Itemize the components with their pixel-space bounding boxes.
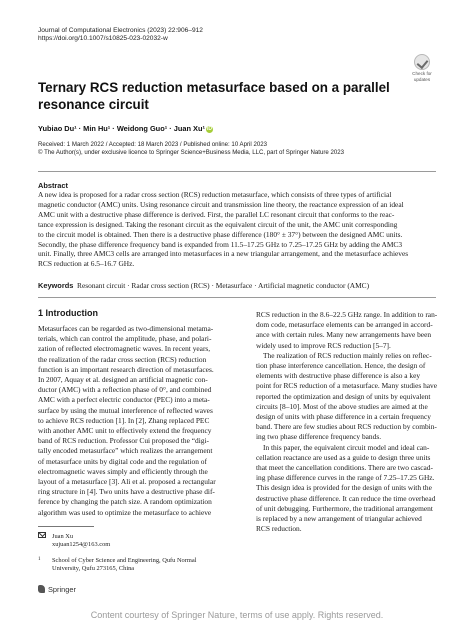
abstract-line: magnetic conductor (AMC) units. Using resonance circuit and transmission line theory, the reactance expression of an ideal xyxy=(38,199,404,209)
body-line: band. There are few studies about RCS reduction by combin- xyxy=(256,422,437,432)
keywords xyxy=(38,281,436,291)
received-accepted-line: Received: 1 March 2022 / Accepted: 18 March 2023 / Published online: 10 April 2023 xyxy=(38,141,267,148)
body-line: dom code, metasurface elements can be arranged in accord- xyxy=(256,320,433,330)
body-line: ing phase difference curves in the range of 7.25–17.25 GHz. xyxy=(256,473,435,483)
body-line: RCS reduction in the 8.6–22.5 GHz range. In addition to ran- xyxy=(256,310,438,319)
affiliation-line-1: School of Cyber Science and Engineering, Qufu Normal xyxy=(52,557,197,564)
body-line: Metasurfaces can be regarded as two-dimensional metama- xyxy=(38,324,214,333)
check-icon xyxy=(414,54,430,70)
author-list xyxy=(38,124,213,133)
abstract-line: AMC unit with a destructive phase difference is derived. First, the parallel LC resonant circuit that conforms to the reac- xyxy=(38,209,395,219)
body-line: ductor (AMC) with a reflection phase of 0°, and combined xyxy=(38,385,212,395)
abstract-body xyxy=(38,190,436,269)
body-line: design of units with phase difference in a certain frequency xyxy=(256,412,431,422)
doi-link[interactable]: https://doi.org/10.1007/s10825-023-02032-w xyxy=(38,35,168,43)
body-line: to achieve RCS reduction [1]. In [2], Zhang replaced PEC xyxy=(38,415,210,425)
abstract-line: RCS reduction at 6.5–16.7 GHz. xyxy=(38,259,135,269)
body-line: function is an important research direction of metasurfaces. xyxy=(38,364,214,374)
paper-title: Ternary RCS reduction metasurface based on a parallel resonance circuit xyxy=(38,80,390,112)
body-line: destructive phase difference. It can reduce the time overhead xyxy=(256,493,436,503)
body-line: the realization of the radar cross section (RCS) reduction xyxy=(38,354,207,364)
body-line: circuits [8–10]. Most of the above studies are aimed at the xyxy=(256,401,428,411)
orcid-icon[interactable]: iD xyxy=(206,126,212,132)
body-line: The realization of RCS reduction mainly relies on reflec- xyxy=(263,350,432,360)
body-line: layout of a metasurface [3]. Ali et al. proposed a rectangular xyxy=(38,477,216,487)
body-line: terials, which can control the amplitude, phase, and polari- xyxy=(38,334,212,344)
copyright-line: © The Author(s), under exclusive licence to Springer Science+Business Media, LLC, part of Springer Nature 2023 xyxy=(38,148,345,156)
courtesy-notice: Content courtesy of Springer Nature, terms of use apply. Rights reserved. xyxy=(90,610,384,620)
body-line: tally encoded metasurface” which realizes the arrangement xyxy=(38,446,213,456)
body-line: ing two phase difference frequency bands. xyxy=(256,432,382,442)
abstract-line: A new idea is proposed for a radar cross section (RCS) reduction metasurface, which consists of three types of artificial xyxy=(38,190,392,199)
body-line: RCS reduction. xyxy=(256,524,302,534)
body-line: In this paper, the equivalent circuit model and ideal can- xyxy=(263,442,430,452)
body-line: electromagnetic waves simply and efficiently through the xyxy=(38,466,208,476)
publication-dates xyxy=(38,141,344,156)
body-line: surface by using the mutual interference of reflected waves xyxy=(38,405,213,415)
right-column xyxy=(256,310,438,534)
body-line: with another AMC unit to effectively extend the frequency xyxy=(38,426,212,436)
publisher-name: Springer xyxy=(48,585,76,594)
authors-text: Yubiao Du¹ · Min Hu¹ · Weidong Guo¹ · Juan Xu¹ xyxy=(38,124,205,133)
body-line: of metasurface units by digital code and the regulation of xyxy=(38,456,207,466)
body-line: AMC with a perfect electric conductor (PEC) into a meta- xyxy=(38,395,210,405)
affiliation xyxy=(38,556,196,573)
check-caption-1: Check for xyxy=(412,71,432,76)
body-line: zation of reflected electromagnetic waves. In recent years, xyxy=(38,344,211,354)
body-line: band of RCS reduction. Professor Cui proposed the “digi- xyxy=(38,436,209,446)
body-line: cellation reactance are used as a guide to design three units xyxy=(256,452,431,462)
body-line: ference by changing the patch size. A random optimization xyxy=(38,497,212,507)
body-line: ance with certain rules. Many new arrangements have been xyxy=(256,330,432,340)
keywords-label: Keywords xyxy=(38,281,74,290)
keywords-text: Resonant circuit · Radar cross section (RCS) · Metasurface · Artificial magnetic conductor (AMC) xyxy=(77,281,370,290)
affiliation-line-2: University, Qufu 273165, China xyxy=(52,565,135,572)
section-heading-introduction: 1 Introduction xyxy=(38,308,98,318)
body-line: elements with destructive phase difference is also a key xyxy=(256,371,421,381)
body-line: In 2007, Aquay et al. designed an artificial magnetic con- xyxy=(38,375,208,385)
abstract-heading: Abstract xyxy=(38,181,68,190)
corresponding-author xyxy=(38,532,110,549)
keywords-divider xyxy=(38,297,436,298)
body-line: of unit debugging. Furthermore, the traditional arrangement xyxy=(256,503,433,513)
abstract-line: tance expression is designed. Taking the resonant circuit as the equivalent circuit of the unit, the AMC unit corresponding xyxy=(38,219,398,229)
body-line: point for RCS reduction of a metasurface. Many studies have xyxy=(256,381,438,391)
journal-header xyxy=(38,27,203,44)
body-line: tion phase interference cancellation. Hence, the design of xyxy=(256,361,426,371)
abstract-line: unit. Finally, three AMC3 cells are arranged into metasurfaces in a new triangular arrangement, and the metasurface achieves xyxy=(38,249,409,259)
body-line: algorithm was used to optimize the metasurface to achieve xyxy=(38,507,212,517)
left-column xyxy=(38,324,228,518)
footnote-divider xyxy=(38,526,94,527)
affiliation-mark: 1 xyxy=(38,557,41,562)
abstract-line: Secondly, the phase difference frequency band is expanded from 11.5–17.25 GHz to 7.25–17.25 GHz by adding the AMC3 xyxy=(38,239,403,249)
journal-citation: Journal of Computational Electronics (2023) 22:906–912 xyxy=(38,27,203,34)
header-divider xyxy=(38,171,436,172)
corresponding-name: Juan Xu xyxy=(52,533,74,540)
body-line: widely used to improve RCS reduction [5–7]. xyxy=(256,340,391,350)
publisher-logo xyxy=(38,585,76,594)
body-line: is replaced by a new arrangement of triangular achieved xyxy=(256,514,422,524)
body-line: reported the optimization and design of units by equivalent xyxy=(256,391,431,401)
body-line: that meet the cancellation conditions. There are two cascad- xyxy=(256,463,433,473)
email-link[interactable]: xujuan1254@163.com xyxy=(52,541,111,548)
body-line: This design idea is provided for the design of units with the xyxy=(256,483,432,493)
check-caption-2: updates xyxy=(413,77,431,83)
abstract-line: to the circuit model is obtained. Then there is a destructive phase difference (180° ± 37°) between the designed AMC units. xyxy=(38,229,403,239)
envelope-icon xyxy=(38,532,46,538)
springer-horse-icon xyxy=(38,585,45,593)
body-line: ring structure in [4]. Two units have a destructive phase dif- xyxy=(38,487,215,497)
